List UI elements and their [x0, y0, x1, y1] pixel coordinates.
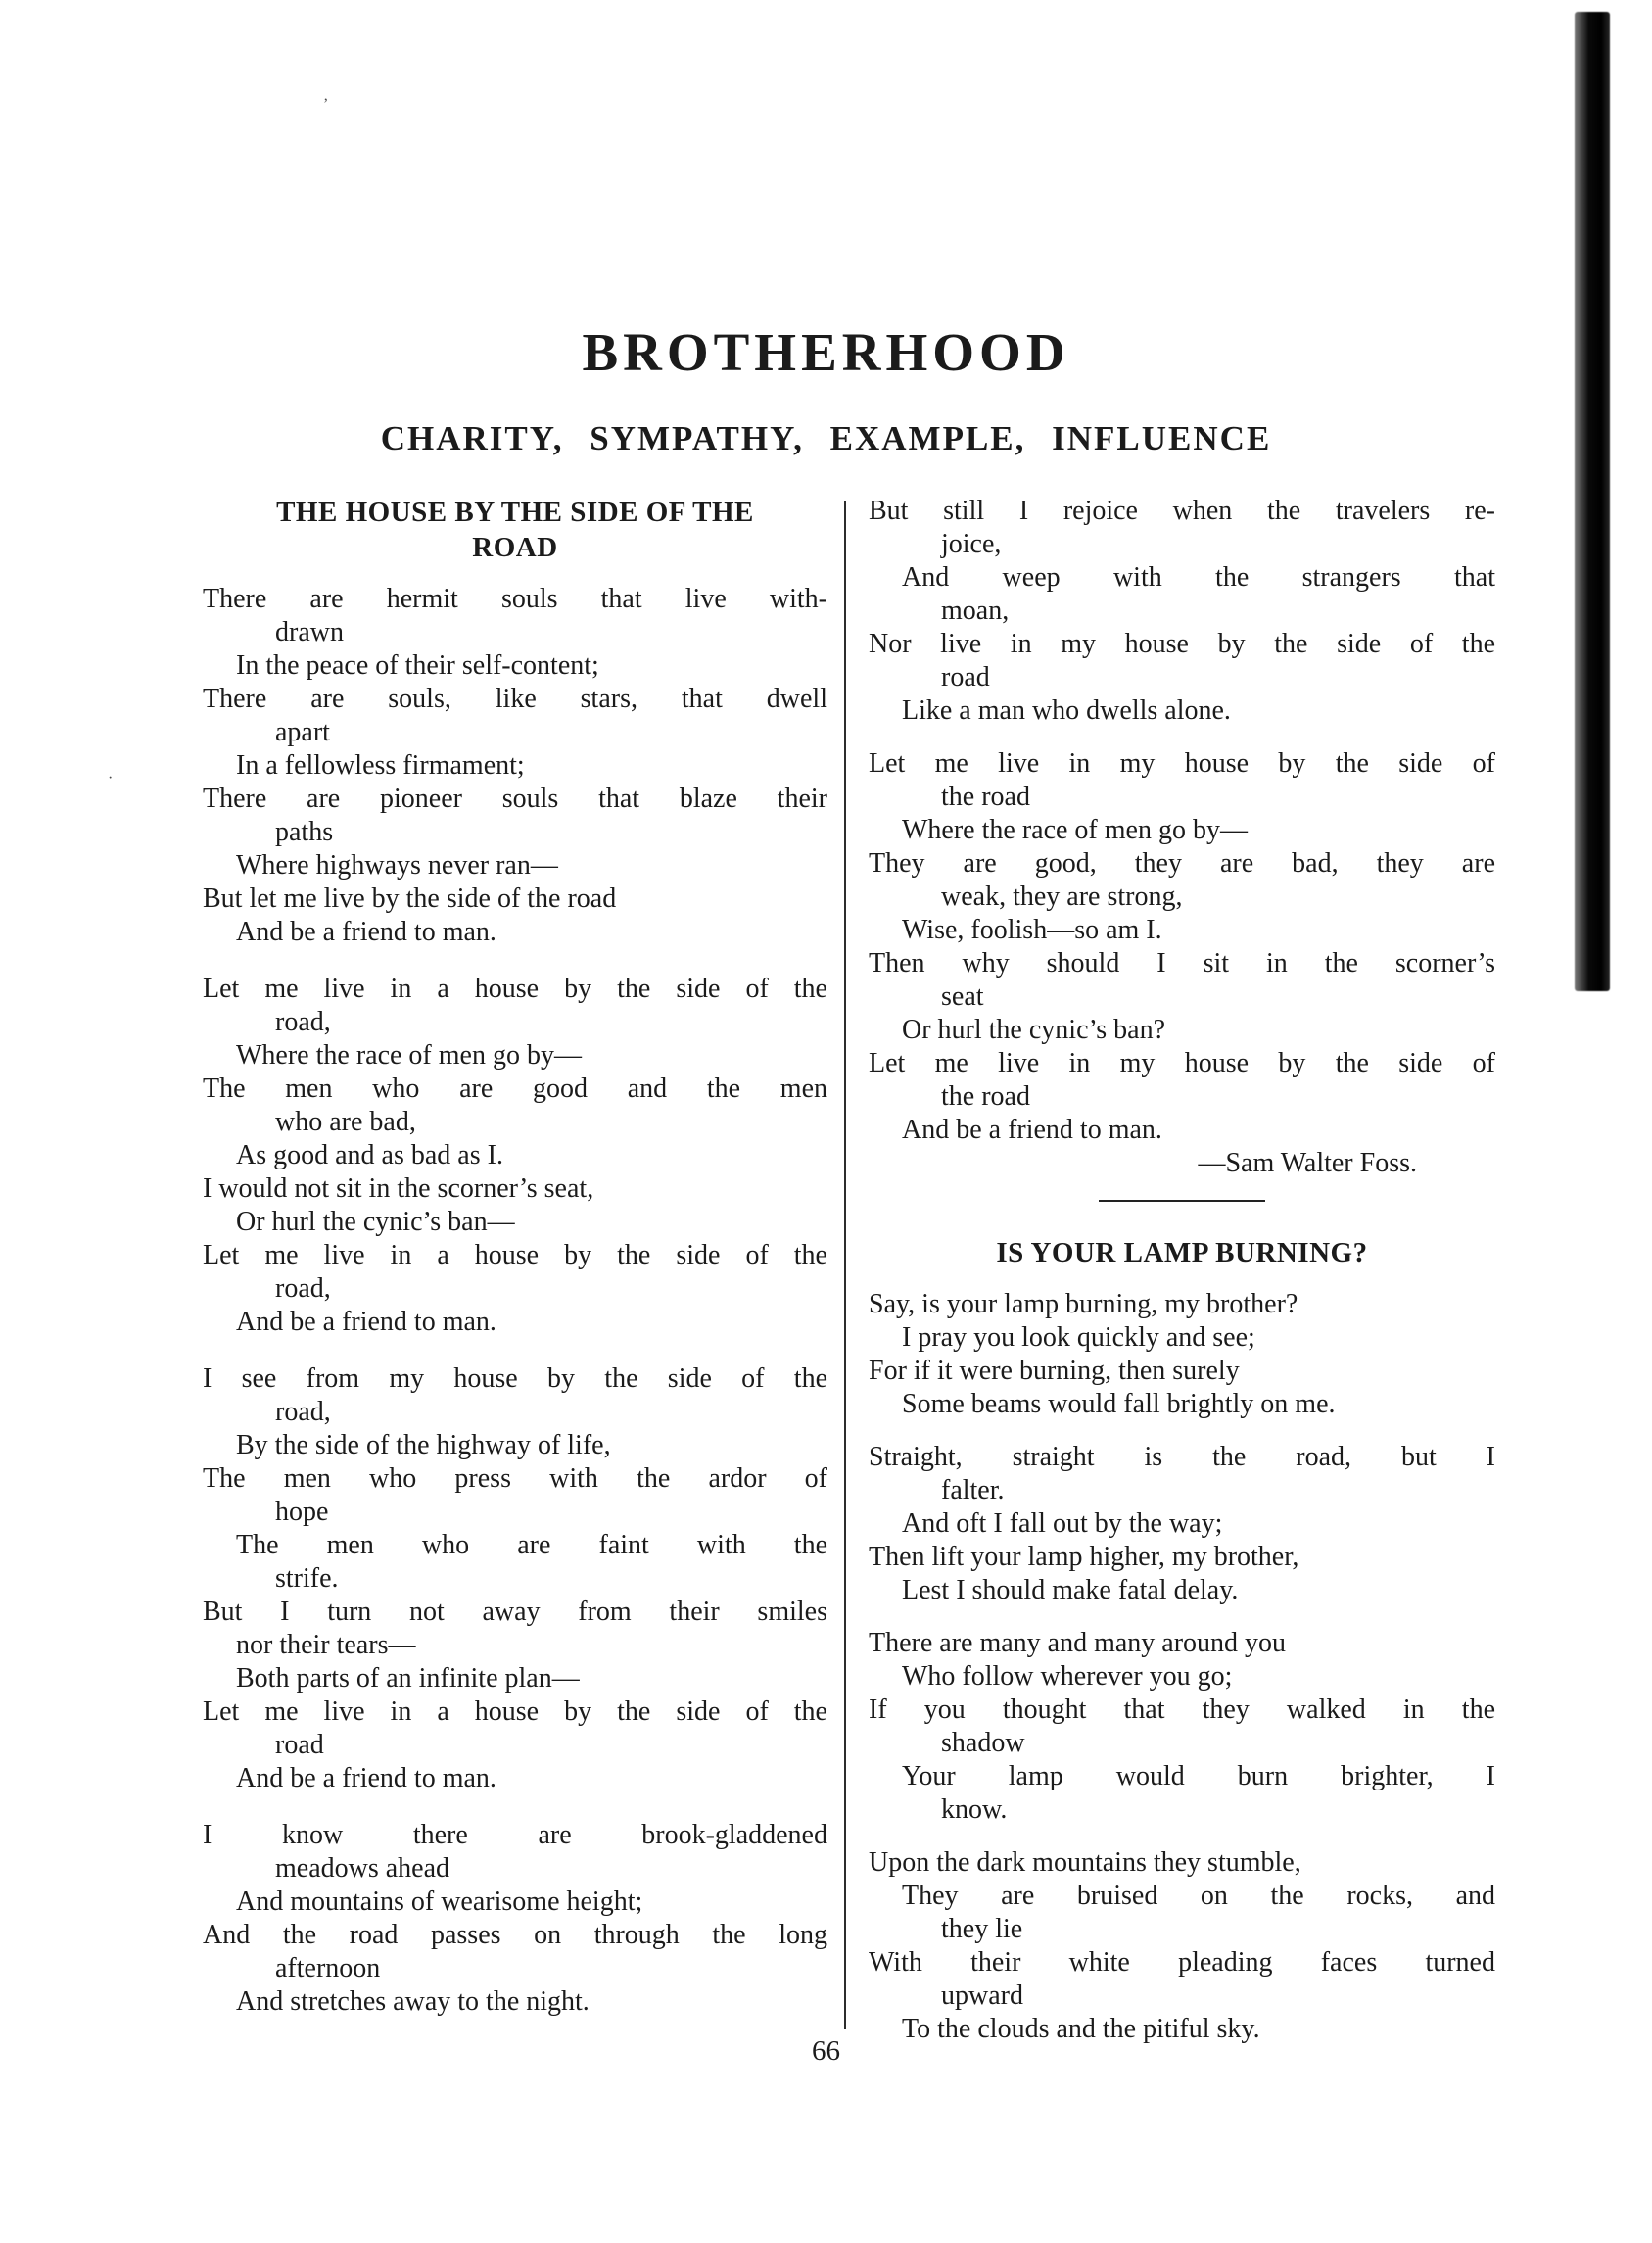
poem-line: If you thought that they walked in the	[869, 1694, 1495, 1725]
poem-line: There are souls, like stars, that dwell	[203, 684, 827, 714]
poem-line: By the side of the highway of life,	[236, 1430, 611, 1460]
poem-line: There are many and many around you	[869, 1628, 1287, 1658]
poem-line: With their white pleading faces turned	[869, 1947, 1495, 1978]
poem-line: paths	[275, 817, 334, 847]
poem-line: nor their tears—	[236, 1630, 416, 1660]
poem-heading-line: IS YOUR LAMP BURNING?	[996, 1237, 1368, 1268]
poem-line: Where the race of men go by—	[902, 815, 1248, 845]
poem-line: hope	[275, 1497, 329, 1527]
poem-line: Say, is your lamp burning, my brother?	[869, 1289, 1298, 1319]
section-divider	[1099, 1200, 1265, 1202]
poem-line: Your lamp would burn brighter, I	[902, 1761, 1495, 1791]
poem-line: I would not sit in the scorner’s seat,	[203, 1173, 594, 1204]
poem-heading	[203, 495, 827, 565]
poem-heading-line: ROAD	[472, 532, 558, 563]
stanza	[203, 973, 827, 1339]
poem-line: Where the race of men go by—	[236, 1040, 582, 1071]
poem-line: Or hurl the cynic’s ban—	[236, 1207, 515, 1237]
poem-line: There are hermit souls that live with-	[203, 584, 827, 614]
poem-line: road,	[275, 1273, 331, 1304]
poem-line: To the clouds and the pitiful sky.	[902, 2014, 1260, 2044]
poem-line: I pray you look quickly and see;	[902, 1322, 1255, 1353]
poem-line: The men who press with the ardor of	[203, 1463, 827, 1494]
poem-line: they lie	[941, 1914, 1023, 1944]
stanza	[869, 1627, 1495, 1827]
poem-line: And weep with the strangers that	[902, 562, 1495, 593]
poem-line: Like a man who dwells alone.	[902, 695, 1231, 726]
scan-artifact	[1575, 12, 1610, 991]
scan-speck: ·	[108, 770, 114, 787]
poem-line: road	[941, 662, 990, 692]
poem-line: There are pioneer souls that blaze their	[203, 784, 827, 814]
poem-line: Lest I should make fatal delay.	[902, 1575, 1239, 1605]
stanza	[203, 583, 827, 949]
poem-line: know.	[941, 1794, 1008, 1825]
poem-line: upward	[941, 1981, 1023, 2011]
poem-line: They are bruised on the rocks, and	[902, 1881, 1495, 1911]
poem-line: afternoon	[275, 1953, 381, 1983]
poem-line: Where highways never ran—	[236, 850, 558, 881]
poem-line: moan,	[941, 596, 1010, 626]
poem-line: Or hurl the cynic’s ban?	[902, 1015, 1166, 1045]
poem-line: And be a friend to man.	[236, 917, 496, 947]
poem-line: shadow	[941, 1728, 1025, 1758]
page-subtitle: CHARITY, SYMPATHY, EXAMPLE, INFLUENCE	[380, 419, 1272, 457]
poem-line: who are bad,	[275, 1107, 416, 1137]
poem-line: seat	[941, 981, 984, 1012]
poem-line: the road	[941, 782, 1030, 812]
poem-line: the road	[941, 1081, 1030, 1112]
poem-line: Let me live in a house by the side of the	[203, 1240, 827, 1270]
poem-line: Upon the dark mountains they stumble,	[869, 1847, 1301, 1878]
poem-line: road,	[275, 1007, 331, 1037]
poem-line: In a fellowless firmament;	[236, 750, 525, 781]
poem-line: In the peace of their self-content;	[236, 650, 599, 681]
page-title: BROTHERHOOD	[582, 322, 1070, 382]
poem-line: strife.	[275, 1563, 339, 1594]
poem-line: As good and as bad as I.	[236, 1140, 503, 1170]
poem-line: Then why should I sit in the scorner’s	[869, 948, 1495, 978]
poem-line: road,	[275, 1397, 331, 1427]
poem-line: The men who are faint with the	[236, 1530, 827, 1560]
poem-line: For if it were burning, then surely	[869, 1356, 1240, 1386]
column-divider	[844, 501, 846, 2029]
stanza	[203, 1819, 827, 2019]
poem-line: But let me live by the side of the road	[203, 883, 617, 914]
poem-line: Nor live in my house by the side of the	[869, 629, 1495, 659]
poem-line: weak, they are strong,	[941, 882, 1183, 912]
poem-heading	[869, 1235, 1495, 1270]
scan-speck: ’	[323, 96, 329, 113]
poem-line: But still I rejoice when the travelers re-	[869, 496, 1495, 526]
page-number: 66	[812, 2035, 840, 2067]
poem-line: Some beams would fall brightly on me.	[902, 1389, 1336, 1419]
poem-line: And mountains of wearisome height;	[236, 1886, 643, 1917]
stanza	[203, 1362, 827, 1795]
poem-line: I see from my house by the side of the	[203, 1363, 827, 1394]
poem-line: Who follow wherever you go;	[902, 1661, 1233, 1692]
stanza	[869, 1288, 1495, 1421]
poem-line: The men who are good and the men	[203, 1074, 827, 1104]
poem-line: And be a friend to man.	[902, 1115, 1162, 1145]
poem-line: Both parts of an infinite plan—	[236, 1663, 580, 1694]
poem-line: road	[275, 1730, 324, 1760]
poem-line: meadows ahead	[275, 1853, 450, 1884]
poem-line: apart	[275, 717, 330, 747]
poem-line: drawn	[275, 617, 344, 647]
poem-line: Let me live in a house by the side of the	[203, 974, 827, 1004]
poem-line: joice,	[941, 529, 1002, 559]
poem-line: I know there are brook-gladdened	[203, 1820, 827, 1850]
poem-line: Straight, straight is the road, but I	[869, 1442, 1495, 1472]
poem-line: They are good, they are bad, they are	[869, 848, 1495, 879]
stanza	[869, 495, 1495, 728]
poem-line: And stretches away to the night.	[236, 1986, 590, 2017]
poem-line: And the road passes on through the long	[203, 1920, 827, 1950]
right-column	[869, 495, 1495, 2066]
stanza	[869, 1441, 1495, 1607]
stanza	[869, 1846, 1495, 2046]
attribution: —Sam Walter Foss.	[1198, 1148, 1417, 1178]
poem-line: But I turn not away from their smiles	[203, 1597, 827, 1627]
left-column	[203, 495, 827, 2042]
poem-line: And oft I fall out by the way;	[902, 1508, 1223, 1539]
poem-heading-line: THE HOUSE BY THE SIDE OF THE	[276, 497, 754, 528]
poem-line: Let me live in my house by the side of	[869, 1048, 1495, 1078]
poem-line: Wise, foolish—so am I.	[902, 915, 1162, 945]
poem-line: And be a friend to man.	[236, 1307, 496, 1337]
stanza	[869, 747, 1495, 1180]
poem-line: And be a friend to man.	[236, 1763, 496, 1793]
poem-line: Let me live in my house by the side of	[869, 748, 1495, 779]
poem-line: Then lift your lamp higher, my brother,	[869, 1542, 1299, 1572]
poem-line: falter.	[941, 1475, 1005, 1505]
poem-line: Let me live in a house by the side of the	[203, 1696, 827, 1727]
